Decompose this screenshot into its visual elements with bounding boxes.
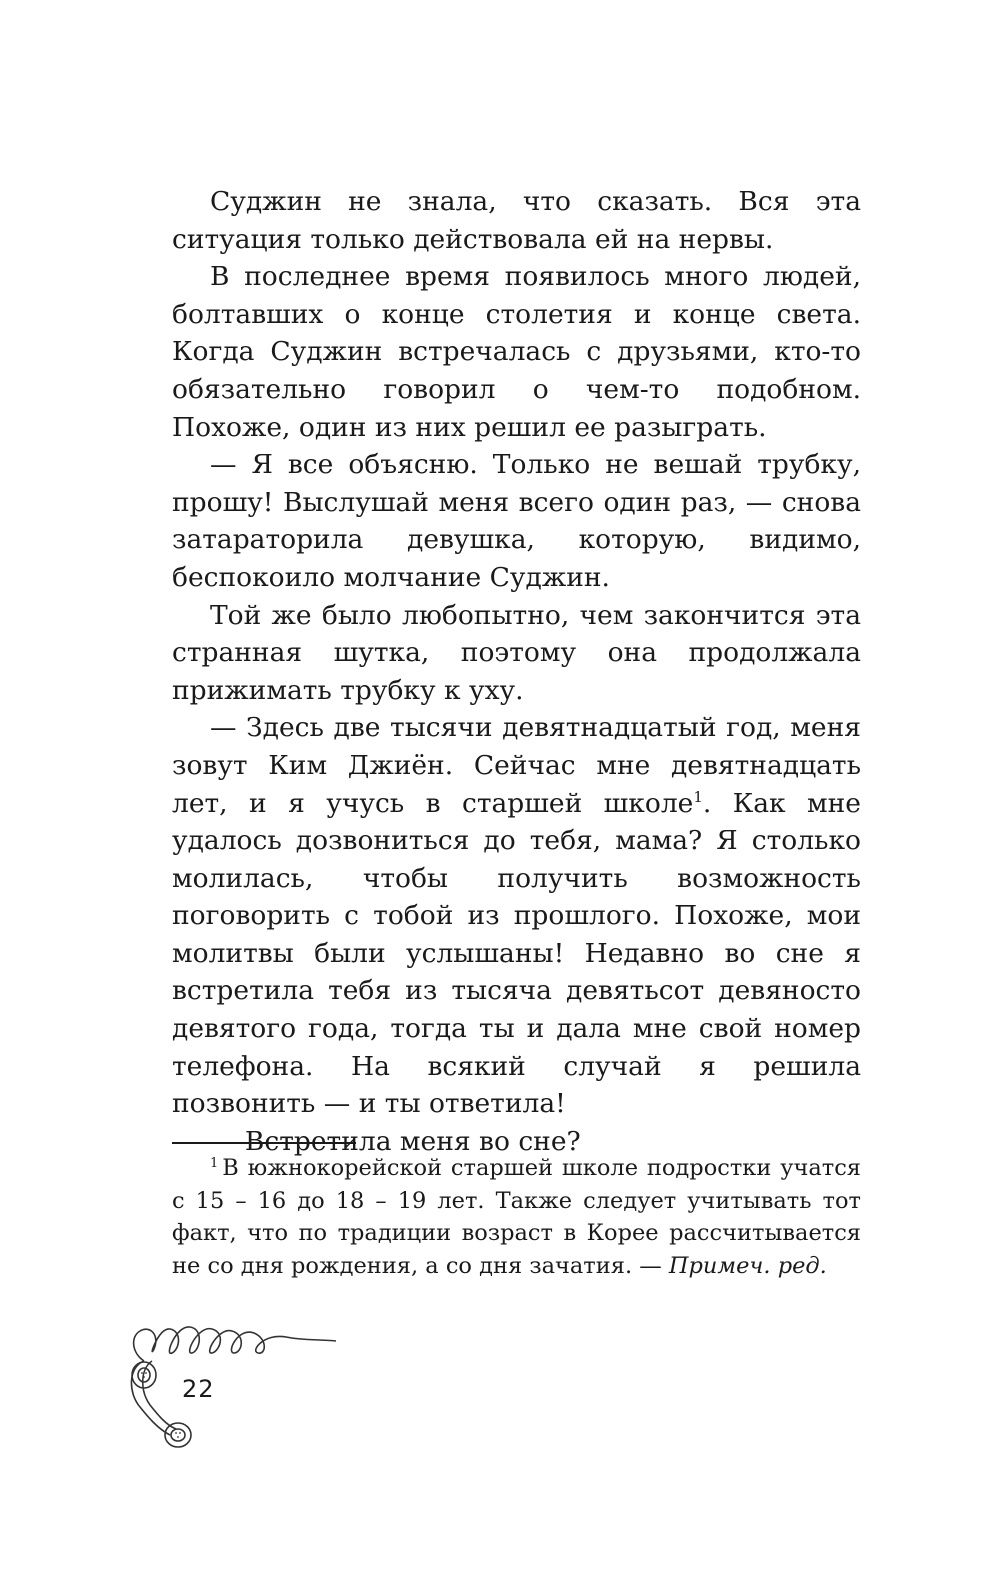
paragraph: — Я все объясню. Только не вешай трубку, прошу! Выслушай меня всего один раз, — снова затараторила девушка, которую, видимо, беспокоило молчание Суджин. bbox=[172, 449, 861, 593]
paragraph: В последнее время появилось много людей, болтавших о конце столетия и конце света. Когда Суджин встречалась с друзьями, кто-то обязательно говорил о чем-то подобном. Похоже, один из них решил ее разыграть. bbox=[172, 261, 861, 443]
paragraph bbox=[172, 709, 861, 1123]
paragraph: — Встретила меня во сне? bbox=[210, 1125, 581, 1157]
paragraph-text: . Как мне удалось дозвониться до тебя, мама? Я столько молилась, чтобы получить возможность поговорить с тобой из прошлого. Похоже, мои молитвы были услышаны! Недавно во сне я встретила тебя из тысяча девятьсот девяносто девятого года, тогда ты и дала мне свой номер телефона. На всякий случай я решила позвонить — и ты ответила! bbox=[172, 787, 861, 1120]
telephone-cord-icon bbox=[118, 1315, 348, 1455]
page-number: 22 bbox=[182, 1375, 215, 1403]
main-text bbox=[172, 183, 861, 1160]
footnote-reference[interactable]: 1 bbox=[693, 787, 703, 806]
footnote-mark: 1 bbox=[210, 1155, 219, 1171]
footnote-text: В южнокорейской старшей школе подростки учатся с 15 – 16 до 18 – 19 лет. Также следует учитывать тот факт, что по традиции возраст в Корее рассчитывается не со дня рождения, а со дня зачатия. — bbox=[172, 1155, 861, 1279]
paragraph: Той же было любопытно, чем закончится эта странная шутка, поэтому она продолжала прижимать трубку к уху. bbox=[172, 599, 861, 706]
paragraph: Суджин не знала, что сказать. Вся эта ситуация только действовала ей на нервы. bbox=[172, 186, 861, 255]
footnote-source: Примеч. ред. bbox=[668, 1252, 827, 1279]
footnote-divider bbox=[172, 1142, 356, 1144]
paragraph-text: — Здесь две тысячи девятнадцатый год, меня зовут Ким Джиён. Сейчас мне девятнадцать лет, и я учусь в старшей школе bbox=[172, 712, 861, 819]
footnote bbox=[172, 1152, 861, 1282]
